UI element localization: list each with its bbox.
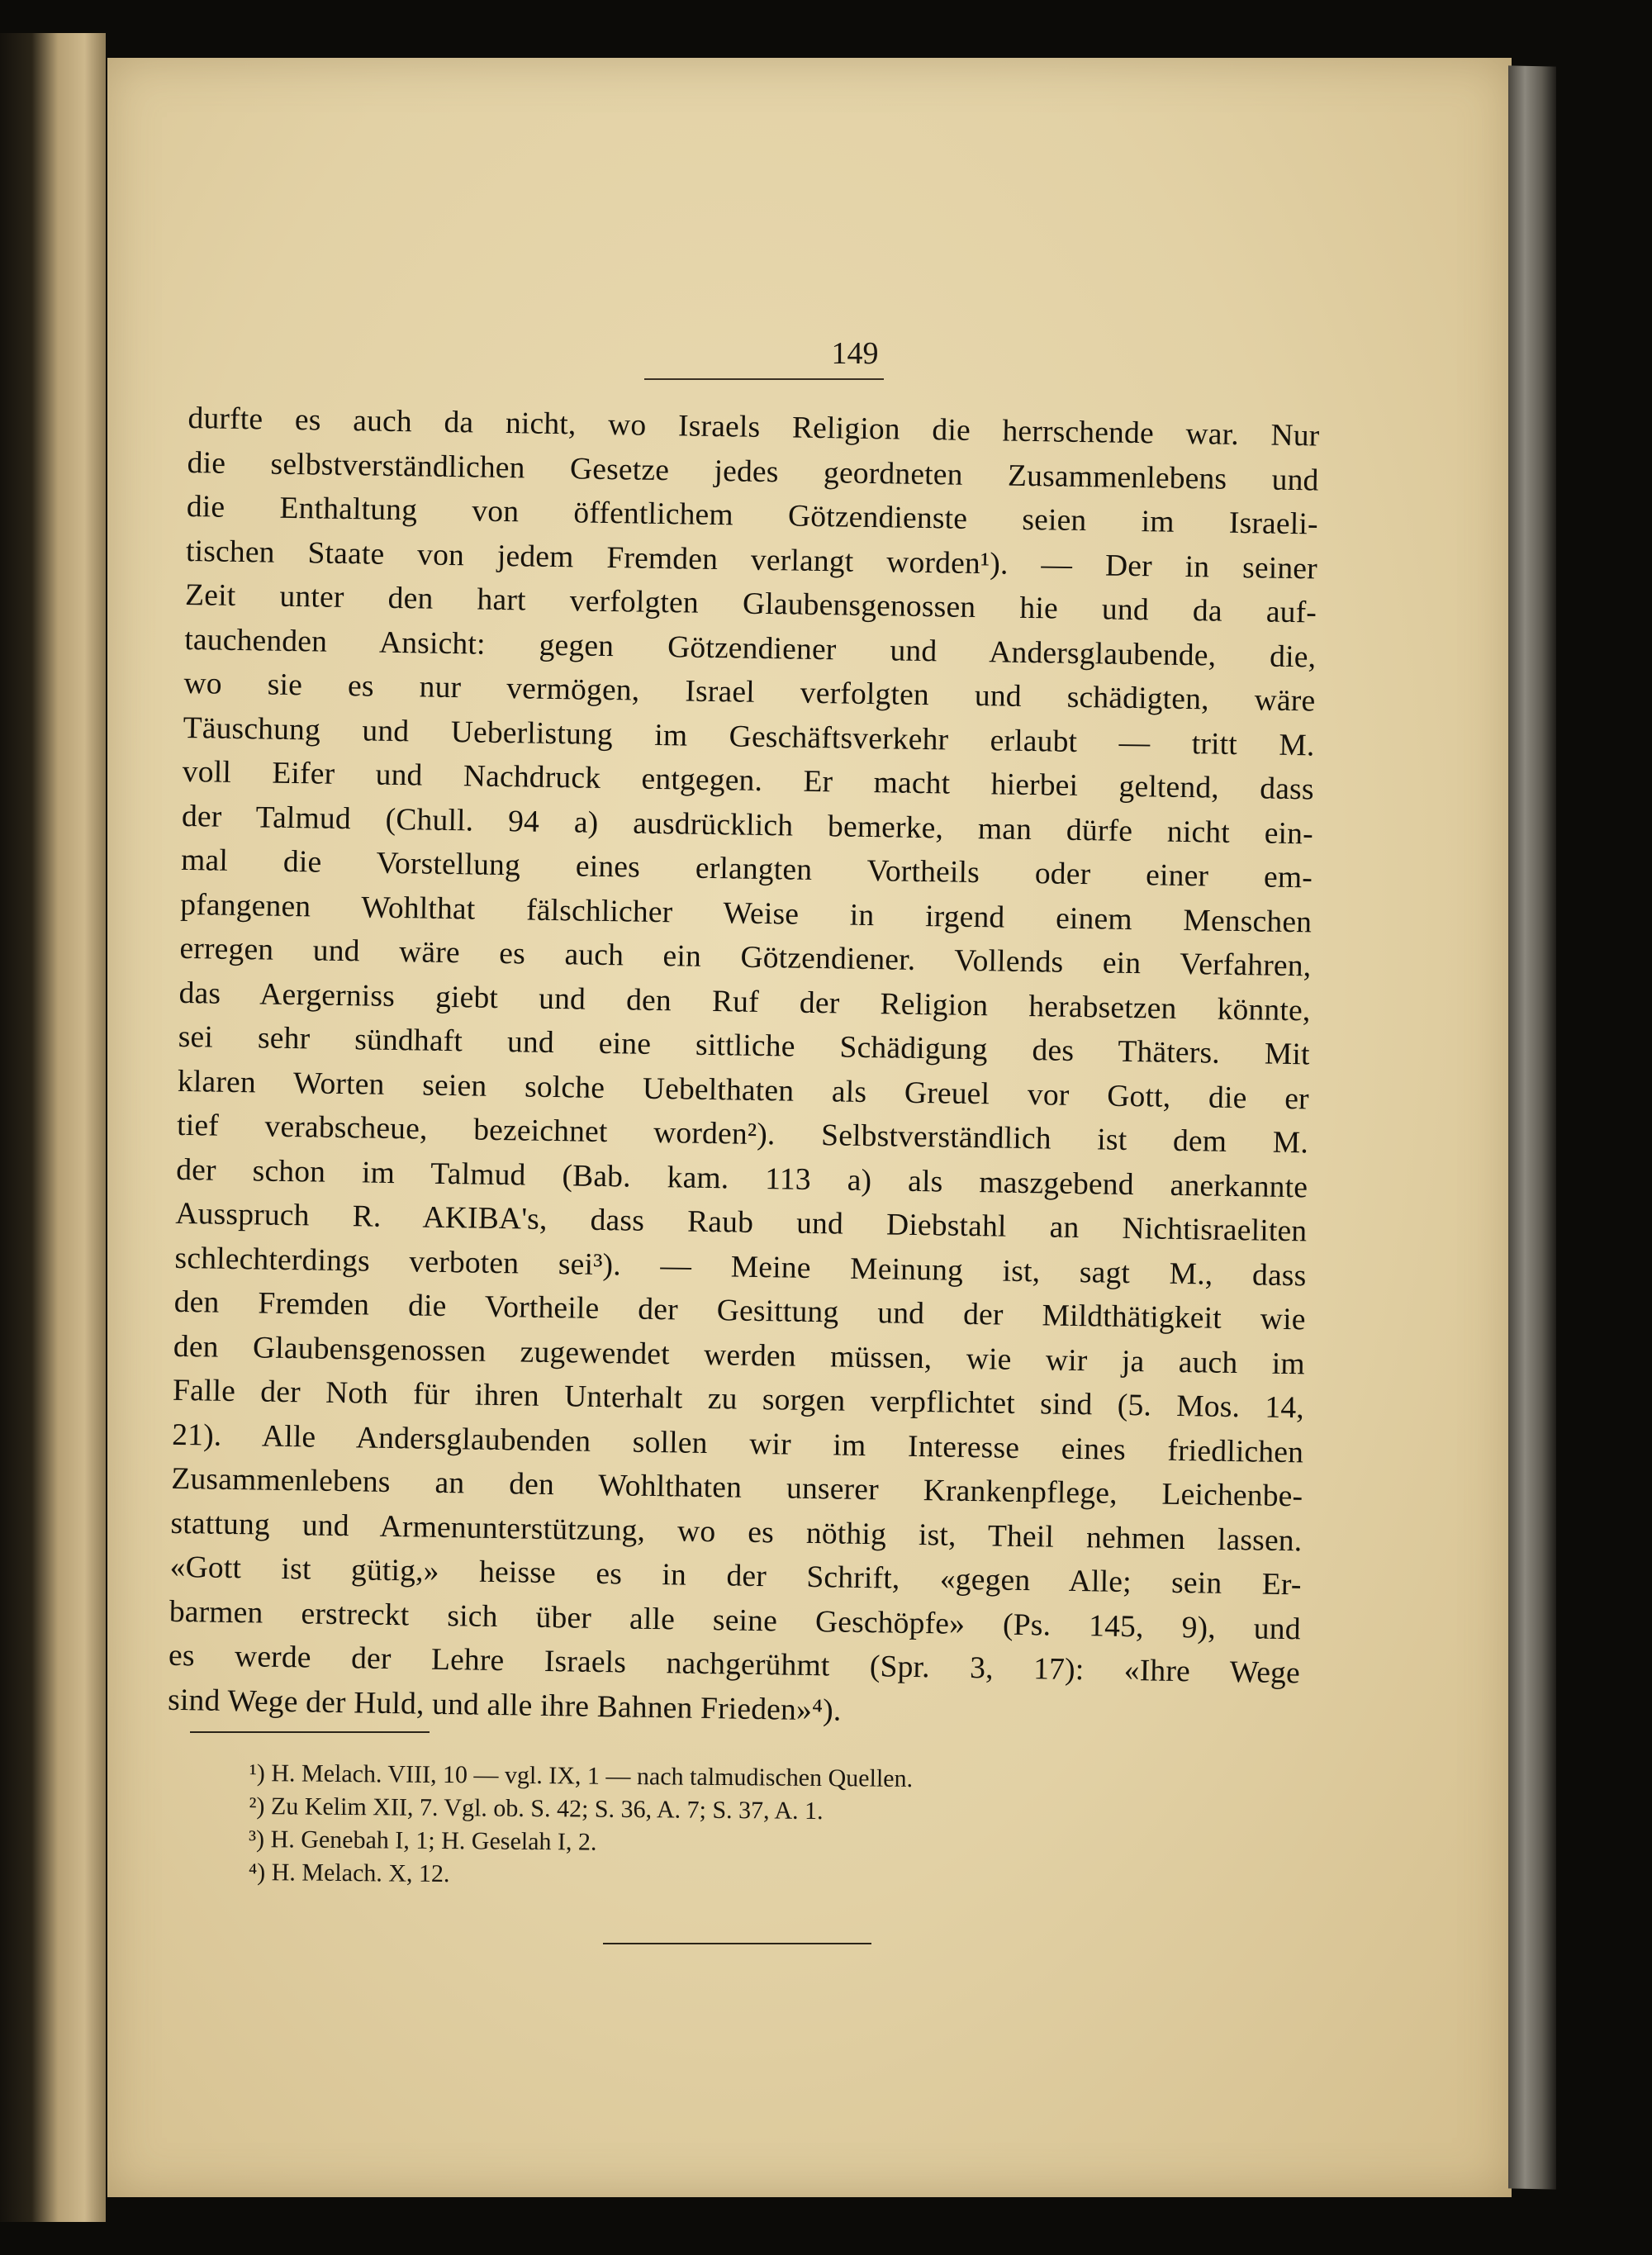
body-text bbox=[168, 396, 1320, 1740]
text-line: tischen Staate von jedem Fremden verlangt worden¹). — Der in seiner bbox=[185, 534, 1318, 586]
text-line: Täuschung und Ueberlistung im Geschäftsverkehr erlaubt — tritt M. bbox=[183, 710, 1315, 762]
text-line: es werde der Lehre Israels nachgerühmt (Spr. 3, 17): «Ihre Wege bbox=[168, 1638, 1301, 1691]
text-line: der Talmud (Chull. 94 a) ausdrücklich bemerke, man dürfe nicht ein- bbox=[181, 799, 1314, 851]
text-line: Ausspruch R. AKIBA's, dass Raub und Diebstahl an Nichtisraeliten bbox=[175, 1196, 1308, 1249]
text-line: tauchenden Ansicht: gegen Götzendiener und Andersglaubende, die, bbox=[184, 622, 1317, 674]
text-line: Zeit unter den hart verfolgten Glaubensgenossen hie und da auf- bbox=[184, 577, 1317, 630]
footnote: ⁴) H. Melach. X, 12. bbox=[248, 1858, 450, 1888]
text-line: wo sie es nur vermögen, Israel verfolgten und schädigten, wäre bbox=[183, 666, 1316, 719]
text-line: stattung und Armenunterstützung, wo es nöthig ist, Theil nehmen lassen. bbox=[170, 1506, 1303, 1558]
header-rule bbox=[644, 378, 884, 380]
footnotes bbox=[249, 1757, 1265, 1898]
text-line: 21). Alle Andersglaubenden sollen wir im Interesse eines friedlichen bbox=[171, 1417, 1304, 1469]
text-line: der schon im Talmud (Bab. kam. 113 a) als maszgebend anerkannte bbox=[175, 1152, 1308, 1204]
footnote-rule bbox=[190, 1731, 430, 1733]
text-line: sind Wege der Huld, und alle ihre Bahnen Frieden»⁴). bbox=[167, 1683, 842, 1728]
footnote: ³) H. Genebah I, 1; H. Geselah I, 2. bbox=[248, 1825, 597, 1856]
text-line: «Gott ist gütig,» heisse es in der Schrift, «gegen Alle; sein Er- bbox=[169, 1550, 1302, 1602]
text-line: durfte es auch da nicht, wo Israels Religion die herrschende war. Nur bbox=[188, 401, 1320, 453]
text-line: voll Eifer und Nachdruck entgegen. Er macht hierbei geltend, dass bbox=[182, 754, 1315, 807]
text-line: Falle der Noth für ihren Unterhalt zu sorgen verpflichtet sind (5. Mos. 14, bbox=[172, 1373, 1305, 1426]
page-edge bbox=[1508, 65, 1556, 2189]
book-spine-shadow bbox=[0, 33, 106, 2222]
text-line: barmen erstreckt sich über alle seine Geschöpfe» (Ps. 145, 9), und bbox=[169, 1594, 1302, 1646]
page-header bbox=[107, 335, 1512, 372]
footnote: ²) Zu Kelim XII, 7. Vgl. ob. S. 42; S. 36, A. 7; S. 37, A. 1. bbox=[249, 1792, 824, 1825]
text-line: sei sehr sündhaft und eine sittliche Schädigung des Thäters. Mit bbox=[178, 1019, 1310, 1072]
text-line: mal die Vorstellung eines erlangten Vortheils oder einer em- bbox=[180, 843, 1313, 895]
text-line: schlechterdings verboten sei³). — Meine Meinung ist, sagt M., dass bbox=[174, 1241, 1307, 1293]
text-line: tief verabscheue, bezeichnet worden²). Selbstverständlich ist dem M. bbox=[176, 1108, 1309, 1161]
text-line: den Glaubensgenossen zugewendet werden müssen, wie wir ja auch im bbox=[173, 1329, 1306, 1381]
text-line: die selbstverständlichen Gesetze jedes geordneten Zusammenlebens und bbox=[187, 445, 1319, 498]
text-line: pfangenen Wohlthat fälschlicher Weise in irgend einem Menschen bbox=[180, 887, 1313, 939]
text-line: Zusammenlebens an den Wohlthaten unserer Krankenpflege, Leichenbe- bbox=[171, 1461, 1303, 1514]
text-line: erregen und wäre es auch ein Götzendiener. Vollends ein Verfahren, bbox=[179, 931, 1312, 984]
footnote: ¹) H. Melach. VIII, 10 — vgl. IX, 1 — nach talmudischen Quellen. bbox=[249, 1759, 914, 1793]
end-rule bbox=[603, 1943, 871, 1944]
text-line: den Fremden die Vortheile der Gesittung und der Mildthätigkeit wie bbox=[173, 1284, 1306, 1337]
text-line: das Aergerniss giebt und den Ruf der Religion herabsetzen könnte, bbox=[178, 976, 1311, 1028]
text-line: klaren Worten seien solche Uebelthaten als Greuel vor Gott, die er bbox=[177, 1064, 1310, 1116]
text-line: die Enthaltung von öffentlichem Götzendienste seien im Israeli- bbox=[186, 489, 1319, 542]
page-number: 149 bbox=[831, 336, 879, 371]
book-page bbox=[107, 58, 1512, 2197]
